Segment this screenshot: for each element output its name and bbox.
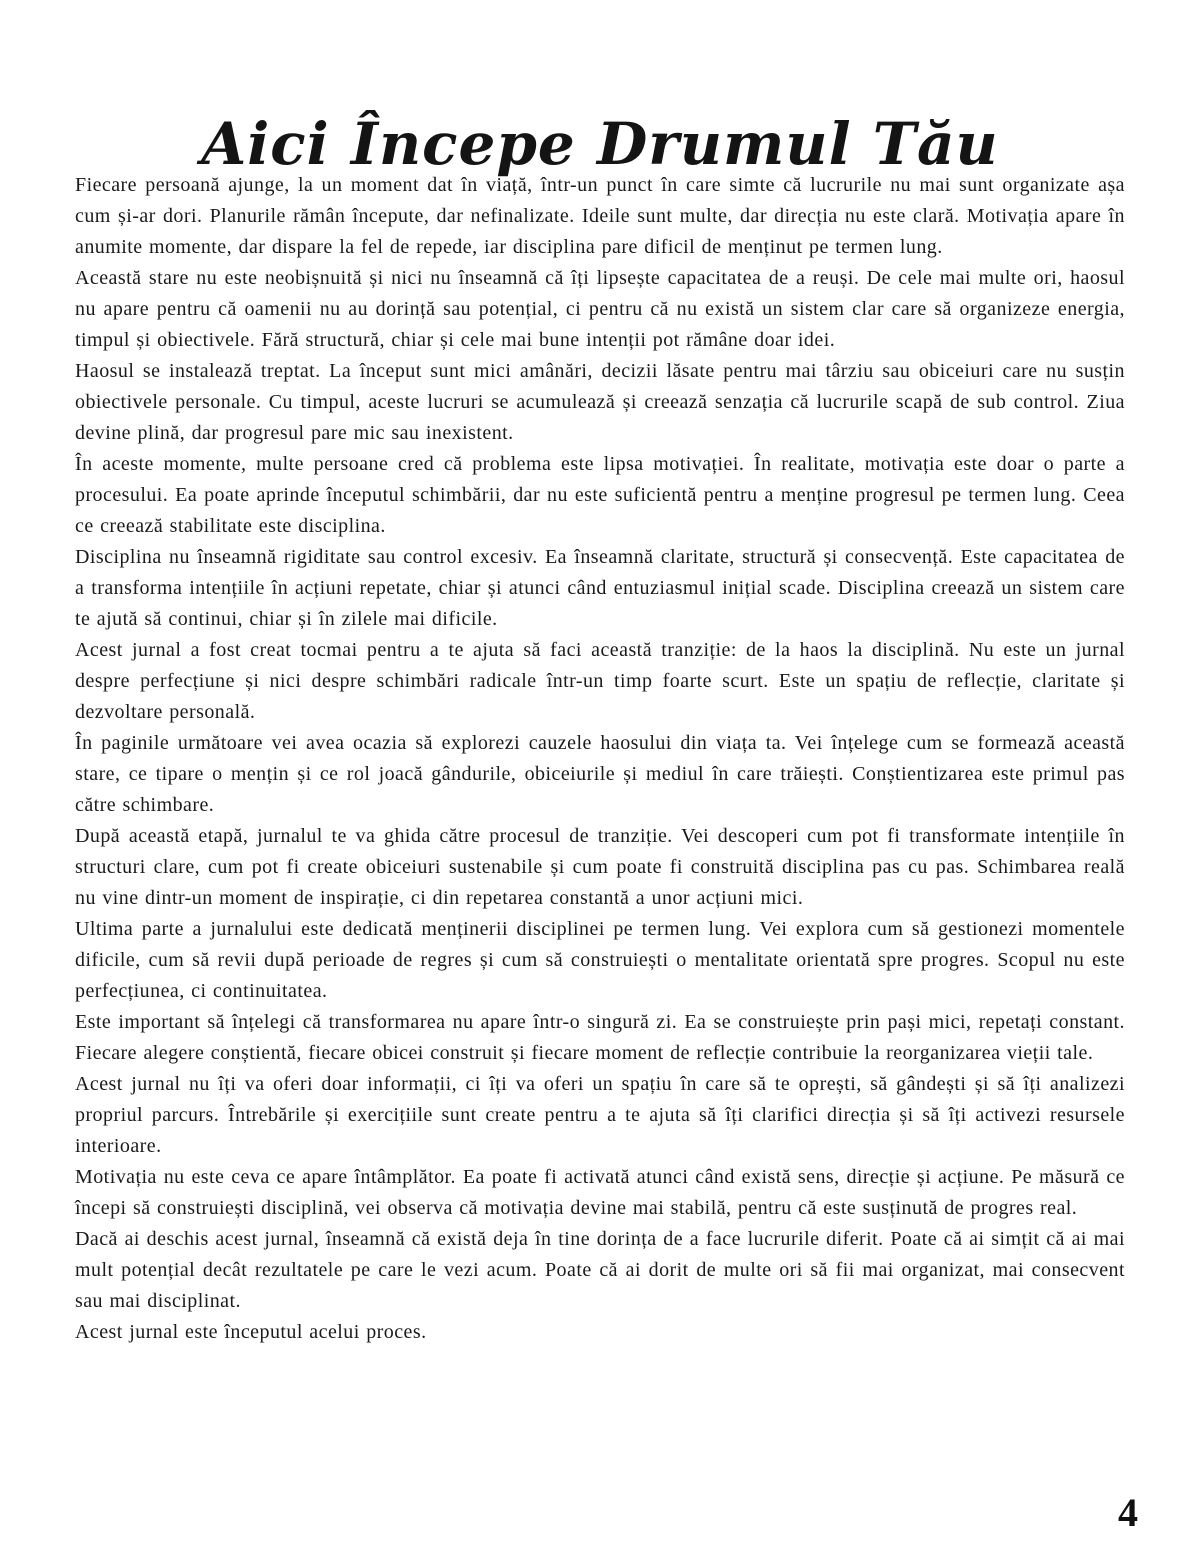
paragraph: Această stare nu este neobișnuită și nici nu înseamnă că îți lipsește capacitatea de a reuși. De cele mai multe ori, haosul nu apare pentru că oamenii nu au dorință sau potențial, ci pentru că nu există un sistem clar care să organizeze energia, timpul și obiectivele. Fără structură, chiar și cele mai bune intenții pot rămâne doar idei. [75, 267, 1125, 351]
paragraph: În paginile următoare vei avea ocazia să explorezi cauzele haosului din viața ta. Vei înțelege cum se formează această stare, ce tipare o mențin și ce rol joacă gândurile, obiceiurile și mediul în care trăiești. Conștientizarea este primul pas către schimbare. [75, 732, 1125, 816]
paragraph: În aceste momente, multe persoane cred că problema este lipsa motivației. În realitate, motivația este doar o parte a procesului. Ea poate aprinde începutul schimbării, dar nu este suficientă pentru a menține progresul pe termen lung. Ceea ce creează stabilitate este disciplina. [75, 453, 1125, 537]
paragraph: Dacă ai deschis acest jurnal, înseamnă că există deja în tine dorința de a face lucrurile diferit. Poate că ai simțit că ai mai mult potențial decât rezultatele pe care le vezi acum. Poate că ai dorit de multe ori să fii mai organizat, mai consecvent sau mai disciplinat. [75, 1228, 1125, 1312]
paragraph: Haosul se instalează treptat. La început sunt mici amânări, decizii lăsate pentru mai târziu sau obiceiuri care nu susțin obiectivele personale. Cu timpul, aceste lucruri se acumulează și creează senzația că lucrurile scapă de sub control. Ziua devine plină, dar progresul pare mic sau inexistent. [75, 360, 1125, 444]
page-title: Aici Începe Drumul Tău [201, 109, 999, 178]
paragraph: Disciplina nu înseamnă rigiditate sau control excesiv. Ea înseamnă claritate, structură și consecvență. Este capacitatea de a transforma intențiile în acțiuni repetate, chiar și atunci când entuziasmul inițial scade. Disciplina creează un sistem care te ajută să continui, chiar și în zilele mai dificile. [75, 546, 1125, 630]
body-text [75, 170, 1125, 1348]
paragraph: După această etapă, jurnalul te va ghida către procesul de tranziție. Vei descoperi cum pot fi transformate intențiile în structuri clare, cum pot fi create obiceiuri sustenabile și cum poate fi construită disciplina pas cu pas. Schimbarea reală nu vine dintr-un moment de inspirație, ci din repetarea constantă a unor acțiuni mici. [75, 825, 1125, 909]
paragraph: Acest jurnal nu îți va oferi doar informații, ci îți va oferi un spațiu în care să te oprești, să gândești și să îți analizezi propriul parcurs. Întrebările și exercițiile sunt create pentru a te ajuta să îți clarifici direcția și să îți activezi resursele interioare. [75, 1073, 1125, 1157]
paragraph: Fiecare persoană ajunge, la un moment dat în viață, într-un punct în care simte că lucrurile nu mai sunt organizate așa cum și-ar dori. Planurile rămân începute, dar nefinalizate. Ideile sunt multe, dar direcția nu este clară. Motivația apare în anumite momente, dar dispare la fel de repede, iar disciplina pare dificil de menținut pe termen lung. [75, 174, 1125, 258]
paragraph: Motivația nu este ceva ce apare întâmplător. Ea poate fi activată atunci când există sens, direcție și acțiune. Pe măsură ce începi să construiești disciplină, vei observa că motivația devine mai stabilă, pentru că este susținută de progres real. [75, 1166, 1125, 1219]
paragraph: Acest jurnal a fost creat tocmai pentru a te ajuta să faci această tranziție: de la haos la disciplină. Nu este un jurnal despre perfecțiune și nici despre schimbări radicale într-un timp foarte scurt. Este un spațiu de reflecție, claritate și dezvoltare personală. [75, 639, 1125, 723]
paragraph: Ultima parte a jurnalului este dedicată menținerii disciplinei pe termen lung. Vei explora cum să gestionezi momentele dificile, cum să revii după perioade de regres și cum să construiești o mentalitate orientată spre progres. Scopul nu este perfecțiunea, ci continuitatea. [75, 918, 1125, 1002]
page-number: 4 [1118, 1490, 1138, 1535]
paragraph: Acest jurnal este începutul acelui proces. [75, 1321, 427, 1343]
paragraph: Este important să înțelegi că transformarea nu apare într-o singură zi. Ea se construiește prin pași mici, repetați constant. Fiecare alegere conștientă, fiecare obicei construit și fiecare moment de reflecție contribuie la reorganizarea vieții tale. [75, 1011, 1125, 1064]
